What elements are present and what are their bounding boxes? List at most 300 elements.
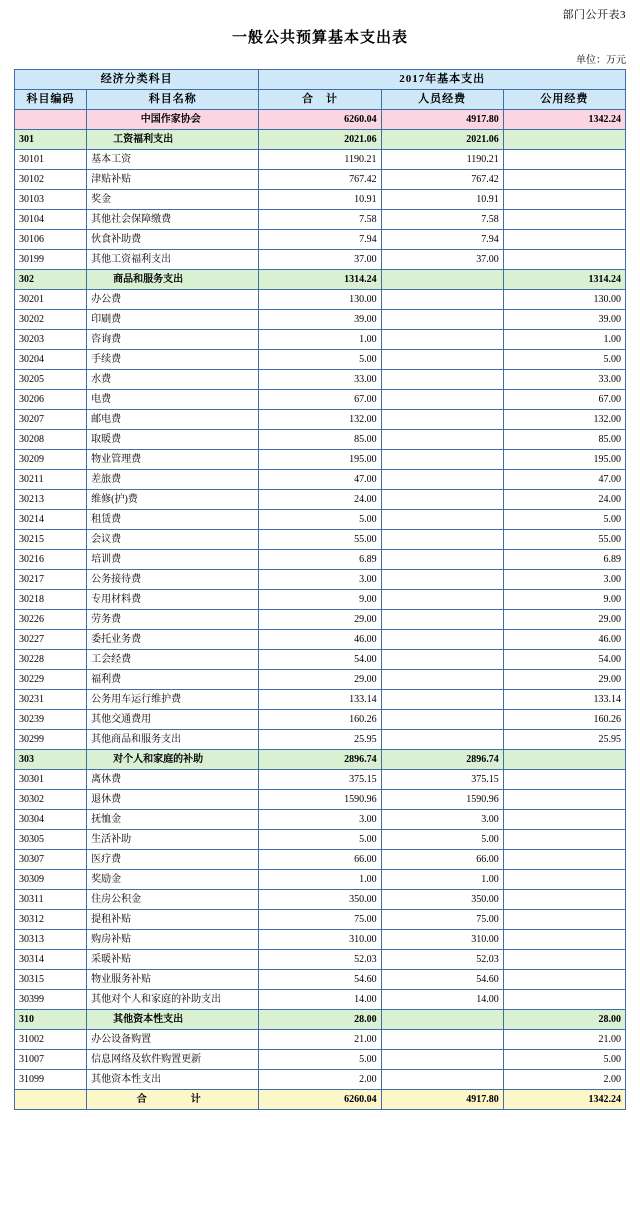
cell-public: 130.00 xyxy=(503,290,625,310)
cell-public: 54.00 xyxy=(503,650,625,670)
cell-code: 30228 xyxy=(15,650,87,670)
table-row xyxy=(15,690,626,710)
cell-code: 30206 xyxy=(15,390,87,410)
cell-public: 133.14 xyxy=(503,690,625,710)
cell-name: 采暖补贴 xyxy=(87,950,259,970)
table-foot xyxy=(15,1090,626,1110)
cell-personnel xyxy=(381,730,503,750)
table-row xyxy=(15,430,626,450)
cell-public: 55.00 xyxy=(503,530,625,550)
cell-personnel: 2896.74 xyxy=(381,750,503,770)
footer-code-cell xyxy=(15,1090,87,1110)
cell-code: 30231 xyxy=(15,690,87,710)
cell-name: 其他资本性支出 xyxy=(87,1010,259,1030)
cell-public xyxy=(503,750,625,770)
table-row xyxy=(15,970,626,990)
cell-personnel xyxy=(381,690,503,710)
cell-personnel xyxy=(381,270,503,290)
cell-code: 30299 xyxy=(15,730,87,750)
table-row xyxy=(15,490,626,510)
cell-public: 28.00 xyxy=(503,1010,625,1030)
table-row xyxy=(15,830,626,850)
cell-name: 基本工资 xyxy=(87,150,259,170)
cell-personnel: 5.00 xyxy=(381,830,503,850)
column-header-code: 科目编码 xyxy=(15,90,87,110)
cell-personnel xyxy=(381,490,503,510)
cell-public: 24.00 xyxy=(503,490,625,510)
cell-code: 30311 xyxy=(15,890,87,910)
cell-personnel: 52.03 xyxy=(381,950,503,970)
cell-name: 福利费 xyxy=(87,670,259,690)
cell-name: 印刷费 xyxy=(87,310,259,330)
cell-name: 信息网络及软件购置更新 xyxy=(87,1050,259,1070)
cell-code: 30209 xyxy=(15,450,87,470)
cell-public: 29.00 xyxy=(503,670,625,690)
cell-personnel xyxy=(381,590,503,610)
cell-code: 31099 xyxy=(15,1070,87,1090)
cell-total: 5.00 xyxy=(259,830,381,850)
cell-public xyxy=(503,150,625,170)
cell-code: 30203 xyxy=(15,330,87,350)
cell-public: 29.00 xyxy=(503,610,625,630)
table-row xyxy=(15,650,626,670)
cell-total: 9.00 xyxy=(259,590,381,610)
cell-personnel xyxy=(381,1010,503,1030)
cell-total: 55.00 xyxy=(259,530,381,550)
cell-public xyxy=(503,230,625,250)
cell-name: 离休费 xyxy=(87,770,259,790)
cell-personnel: 1590.96 xyxy=(381,790,503,810)
cell-public: 1342.24 xyxy=(503,110,625,130)
cell-public xyxy=(503,830,625,850)
cell-code: 30214 xyxy=(15,510,87,530)
cell-name: 其他商品和服务支出 xyxy=(87,730,259,750)
cell-personnel xyxy=(381,470,503,490)
cell-code: 30309 xyxy=(15,870,87,890)
cell-public: 33.00 xyxy=(503,370,625,390)
cell-total: 46.00 xyxy=(259,630,381,650)
column-header-personnel: 人员经费 xyxy=(381,90,503,110)
cell-code: 302 xyxy=(15,270,87,290)
cell-code: 30205 xyxy=(15,370,87,390)
table-body xyxy=(15,110,626,1090)
cell-total: 5.00 xyxy=(259,350,381,370)
table-row xyxy=(15,110,626,130)
cell-code: 31007 xyxy=(15,1050,87,1070)
table-row xyxy=(15,390,626,410)
cell-public xyxy=(503,990,625,1010)
cell-personnel xyxy=(381,430,503,450)
table-row xyxy=(15,190,626,210)
cell-code: 30216 xyxy=(15,550,87,570)
table-row xyxy=(15,850,626,870)
cell-code: 30101 xyxy=(15,150,87,170)
cell-code: 30102 xyxy=(15,170,87,190)
cell-total: 6260.04 xyxy=(259,110,381,130)
cell-personnel: 310.00 xyxy=(381,930,503,950)
cell-name: 提租补贴 xyxy=(87,910,259,930)
table-row xyxy=(15,770,626,790)
cell-code: 30302 xyxy=(15,790,87,810)
cell-total: 6.89 xyxy=(259,550,381,570)
cell-total: 130.00 xyxy=(259,290,381,310)
cell-personnel xyxy=(381,610,503,630)
table-row-grand-total xyxy=(15,1090,626,1110)
cell-public: 195.00 xyxy=(503,450,625,470)
cell-total: 85.00 xyxy=(259,430,381,450)
cell-name: 抚恤金 xyxy=(87,810,259,830)
cell-code: 30313 xyxy=(15,930,87,950)
cell-personnel: 1.00 xyxy=(381,870,503,890)
table-row xyxy=(15,270,626,290)
cell-personnel xyxy=(381,350,503,370)
cell-total: 39.00 xyxy=(259,310,381,330)
cell-personnel xyxy=(381,290,503,310)
cell-public: 6.89 xyxy=(503,550,625,570)
cell-public xyxy=(503,810,625,830)
document-label: 部门公开表3 xyxy=(562,9,626,21)
cell-code: 30226 xyxy=(15,610,87,630)
cell-name: 奖励金 xyxy=(87,870,259,890)
cell-public: 5.00 xyxy=(503,350,625,370)
cell-code: 31002 xyxy=(15,1030,87,1050)
cell-name: 公务用车运行维护费 xyxy=(87,690,259,710)
table-row xyxy=(15,450,626,470)
cell-code: 30106 xyxy=(15,230,87,250)
cell-total: 75.00 xyxy=(259,910,381,930)
cell-total: 195.00 xyxy=(259,450,381,470)
cell-public xyxy=(503,250,625,270)
cell-code: 30229 xyxy=(15,670,87,690)
cell-total: 5.00 xyxy=(259,1050,381,1070)
header-amount-group: 2017年基本支出 xyxy=(259,70,626,90)
cell-public: 21.00 xyxy=(503,1030,625,1050)
cell-code: 30218 xyxy=(15,590,87,610)
cell-public: 3.00 xyxy=(503,570,625,590)
cell-name: 生活补助 xyxy=(87,830,259,850)
table-row xyxy=(15,530,626,550)
cell-total: 5.00 xyxy=(259,510,381,530)
cell-name: 劳务费 xyxy=(87,610,259,630)
cell-code: 30239 xyxy=(15,710,87,730)
cell-total: 29.00 xyxy=(259,670,381,690)
cell-personnel xyxy=(381,550,503,570)
column-header-total: 合 计 xyxy=(259,90,381,110)
cell-public: 46.00 xyxy=(503,630,625,650)
cell-code: 30104 xyxy=(15,210,87,230)
cell-total: 1590.96 xyxy=(259,790,381,810)
cell-code: 310 xyxy=(15,1010,87,1030)
cell-personnel: 2021.06 xyxy=(381,130,503,150)
cell-name: 商品和服务支出 xyxy=(87,270,259,290)
cell-total: 160.26 xyxy=(259,710,381,730)
cell-total: 25.95 xyxy=(259,730,381,750)
cell-code: 30315 xyxy=(15,970,87,990)
cell-personnel: 350.00 xyxy=(381,890,503,910)
cell-personnel xyxy=(381,310,503,330)
table-row xyxy=(15,230,626,250)
table-row xyxy=(15,250,626,270)
table-row xyxy=(15,790,626,810)
column-header-name: 科目名称 xyxy=(87,90,259,110)
table-row xyxy=(15,130,626,150)
cell-total: 3.00 xyxy=(259,570,381,590)
table-row xyxy=(15,1070,626,1090)
column-header-public: 公用经费 xyxy=(503,90,625,110)
cell-personnel xyxy=(381,1070,503,1090)
cell-public: 5.00 xyxy=(503,510,625,530)
cell-public xyxy=(503,890,625,910)
cell-personnel: 10.91 xyxy=(381,190,503,210)
table-row xyxy=(15,210,626,230)
cell-personnel xyxy=(381,650,503,670)
table-row xyxy=(15,750,626,770)
cell-code: 30199 xyxy=(15,250,87,270)
header-category-group: 经济分类科目 xyxy=(15,70,259,90)
cell-code: 30207 xyxy=(15,410,87,430)
cell-name: 购房补贴 xyxy=(87,930,259,950)
cell-name: 医疗费 xyxy=(87,850,259,870)
cell-public: 9.00 xyxy=(503,590,625,610)
cell-personnel: 14.00 xyxy=(381,990,503,1010)
cell-total: 7.94 xyxy=(259,230,381,250)
cell-name: 培训费 xyxy=(87,550,259,570)
cell-name: 其他工资福利支出 xyxy=(87,250,259,270)
cell-personnel: 3.00 xyxy=(381,810,503,830)
cell-name: 专用材料费 xyxy=(87,590,259,610)
table-row xyxy=(15,950,626,970)
cell-public: 25.95 xyxy=(503,730,625,750)
cell-public xyxy=(503,790,625,810)
cell-public: 47.00 xyxy=(503,470,625,490)
cell-code: 30307 xyxy=(15,850,87,870)
table-row xyxy=(15,990,626,1010)
page-title: 一般公共预算基本支出表 xyxy=(231,30,408,46)
table-header-group-row xyxy=(15,70,626,90)
table-header-row xyxy=(15,90,626,110)
cell-personnel: 37.00 xyxy=(381,250,503,270)
cell-total: 1.00 xyxy=(259,870,381,890)
cell-total: 10.91 xyxy=(259,190,381,210)
cell-total: 3.00 xyxy=(259,810,381,830)
cell-public xyxy=(503,210,625,230)
cell-total: 7.58 xyxy=(259,210,381,230)
table-row xyxy=(15,350,626,370)
table-row xyxy=(15,630,626,650)
cell-code: 30208 xyxy=(15,430,87,450)
cell-code: 30304 xyxy=(15,810,87,830)
cell-code: 303 xyxy=(15,750,87,770)
table-row xyxy=(15,810,626,830)
cell-public: 85.00 xyxy=(503,430,625,450)
cell-code: 30301 xyxy=(15,770,87,790)
cell-public: 132.00 xyxy=(503,410,625,430)
cell-public: 39.00 xyxy=(503,310,625,330)
cell-public: 1.00 xyxy=(503,330,625,350)
cell-name: 其他交通费用 xyxy=(87,710,259,730)
cell-total: 24.00 xyxy=(259,490,381,510)
cell-total: 767.42 xyxy=(259,170,381,190)
cell-personnel xyxy=(381,710,503,730)
table-head xyxy=(15,70,626,110)
cell-code: 30215 xyxy=(15,530,87,550)
table-row xyxy=(15,890,626,910)
cell-public xyxy=(503,910,625,930)
cell-personnel: 7.58 xyxy=(381,210,503,230)
cell-code: 30213 xyxy=(15,490,87,510)
cell-total: 66.00 xyxy=(259,850,381,870)
cell-name: 差旅费 xyxy=(87,470,259,490)
cell-name: 津贴补贴 xyxy=(87,170,259,190)
cell-personnel xyxy=(381,330,503,350)
cell-personnel: 767.42 xyxy=(381,170,503,190)
cell-personnel xyxy=(381,450,503,470)
cell-public: 160.26 xyxy=(503,710,625,730)
cell-code: 30211 xyxy=(15,470,87,490)
footer-total: 6260.04 xyxy=(259,1090,381,1110)
cell-total: 2.00 xyxy=(259,1070,381,1090)
cell-name: 工会经费 xyxy=(87,650,259,670)
cell-public xyxy=(503,850,625,870)
table-row xyxy=(15,170,626,190)
cell-name: 租赁费 xyxy=(87,510,259,530)
cell-name: 物业服务补贴 xyxy=(87,970,259,990)
cell-code: 30202 xyxy=(15,310,87,330)
cell-total: 33.00 xyxy=(259,370,381,390)
footer-public: 1342.24 xyxy=(503,1090,625,1110)
cell-personnel: 4917.80 xyxy=(381,110,503,130)
cell-personnel xyxy=(381,670,503,690)
cell-public: 2.00 xyxy=(503,1070,625,1090)
table-row xyxy=(15,870,626,890)
cell-name: 中国作家协会 xyxy=(87,110,259,130)
footer-label: 合 计 xyxy=(87,1090,259,1110)
table-row xyxy=(15,290,626,310)
cell-name: 工资福利支出 xyxy=(87,130,259,150)
cell-code: 30201 xyxy=(15,290,87,310)
cell-personnel: 75.00 xyxy=(381,910,503,930)
cell-code: 30312 xyxy=(15,910,87,930)
cell-name: 会议费 xyxy=(87,530,259,550)
cell-personnel xyxy=(381,510,503,530)
cell-public: 1314.24 xyxy=(503,270,625,290)
cell-name: 咨询费 xyxy=(87,330,259,350)
cell-public xyxy=(503,950,625,970)
cell-name: 奖金 xyxy=(87,190,259,210)
cell-code: 30314 xyxy=(15,950,87,970)
cell-code: 30217 xyxy=(15,570,87,590)
table-row xyxy=(15,670,626,690)
cell-public xyxy=(503,930,625,950)
table-row xyxy=(15,910,626,930)
cell-total: 2021.06 xyxy=(259,130,381,150)
cell-name: 邮电费 xyxy=(87,410,259,430)
cell-name: 取暖费 xyxy=(87,430,259,450)
table-row xyxy=(15,330,626,350)
cell-code xyxy=(15,110,87,130)
cell-name: 办公费 xyxy=(87,290,259,310)
cell-personnel xyxy=(381,1050,503,1070)
table-row xyxy=(15,590,626,610)
cell-name: 伙食补助费 xyxy=(87,230,259,250)
table-row xyxy=(15,1050,626,1070)
cell-name: 其他社会保障缴费 xyxy=(87,210,259,230)
cell-code: 301 xyxy=(15,130,87,150)
cell-total: 2896.74 xyxy=(259,750,381,770)
cell-public xyxy=(503,170,625,190)
cell-name: 公务接待费 xyxy=(87,570,259,590)
table-row xyxy=(15,710,626,730)
cell-total: 133.14 xyxy=(259,690,381,710)
table-row xyxy=(15,930,626,950)
cell-code: 30103 xyxy=(15,190,87,210)
cell-personnel: 375.15 xyxy=(381,770,503,790)
table-row xyxy=(15,150,626,170)
table-row xyxy=(15,510,626,530)
cell-public: 67.00 xyxy=(503,390,625,410)
cell-personnel: 1190.21 xyxy=(381,150,503,170)
cell-name: 办公设备购置 xyxy=(87,1030,259,1050)
table-row xyxy=(15,1030,626,1050)
cell-personnel xyxy=(381,630,503,650)
cell-total: 310.00 xyxy=(259,930,381,950)
cell-name: 手续费 xyxy=(87,350,259,370)
cell-personnel: 54.60 xyxy=(381,970,503,990)
cell-total: 132.00 xyxy=(259,410,381,430)
cell-personnel xyxy=(381,410,503,430)
cell-total: 21.00 xyxy=(259,1030,381,1050)
table-row xyxy=(15,730,626,750)
cell-public xyxy=(503,130,625,150)
table-row xyxy=(15,470,626,490)
cell-name: 水费 xyxy=(87,370,259,390)
cell-name: 退休费 xyxy=(87,790,259,810)
table-row xyxy=(15,1010,626,1030)
cell-name: 物业管理费 xyxy=(87,450,259,470)
cell-name: 其他资本性支出 xyxy=(87,1070,259,1090)
cell-name: 住房公积金 xyxy=(87,890,259,910)
table-row xyxy=(15,310,626,330)
cell-total: 1.00 xyxy=(259,330,381,350)
cell-name: 维修(护)费 xyxy=(87,490,259,510)
cell-code: 30305 xyxy=(15,830,87,850)
cell-total: 52.03 xyxy=(259,950,381,970)
cell-personnel xyxy=(381,370,503,390)
cell-personnel xyxy=(381,390,503,410)
cell-public xyxy=(503,770,625,790)
cell-total: 375.15 xyxy=(259,770,381,790)
table-row xyxy=(15,610,626,630)
cell-total: 47.00 xyxy=(259,470,381,490)
cell-code: 30399 xyxy=(15,990,87,1010)
table-row xyxy=(15,370,626,390)
cell-public xyxy=(503,970,625,990)
cell-public: 5.00 xyxy=(503,1050,625,1070)
cell-name: 其他对个人和家庭的补助支出 xyxy=(87,990,259,1010)
cell-name: 对个人和家庭的补助 xyxy=(87,750,259,770)
cell-public xyxy=(503,190,625,210)
cell-total: 54.60 xyxy=(259,970,381,990)
table-row xyxy=(15,570,626,590)
cell-personnel xyxy=(381,1030,503,1050)
cell-total: 37.00 xyxy=(259,250,381,270)
cell-personnel xyxy=(381,570,503,590)
cell-total: 1314.24 xyxy=(259,270,381,290)
table-row xyxy=(15,410,626,430)
cell-total: 29.00 xyxy=(259,610,381,630)
cell-public xyxy=(503,870,625,890)
cell-total: 350.00 xyxy=(259,890,381,910)
